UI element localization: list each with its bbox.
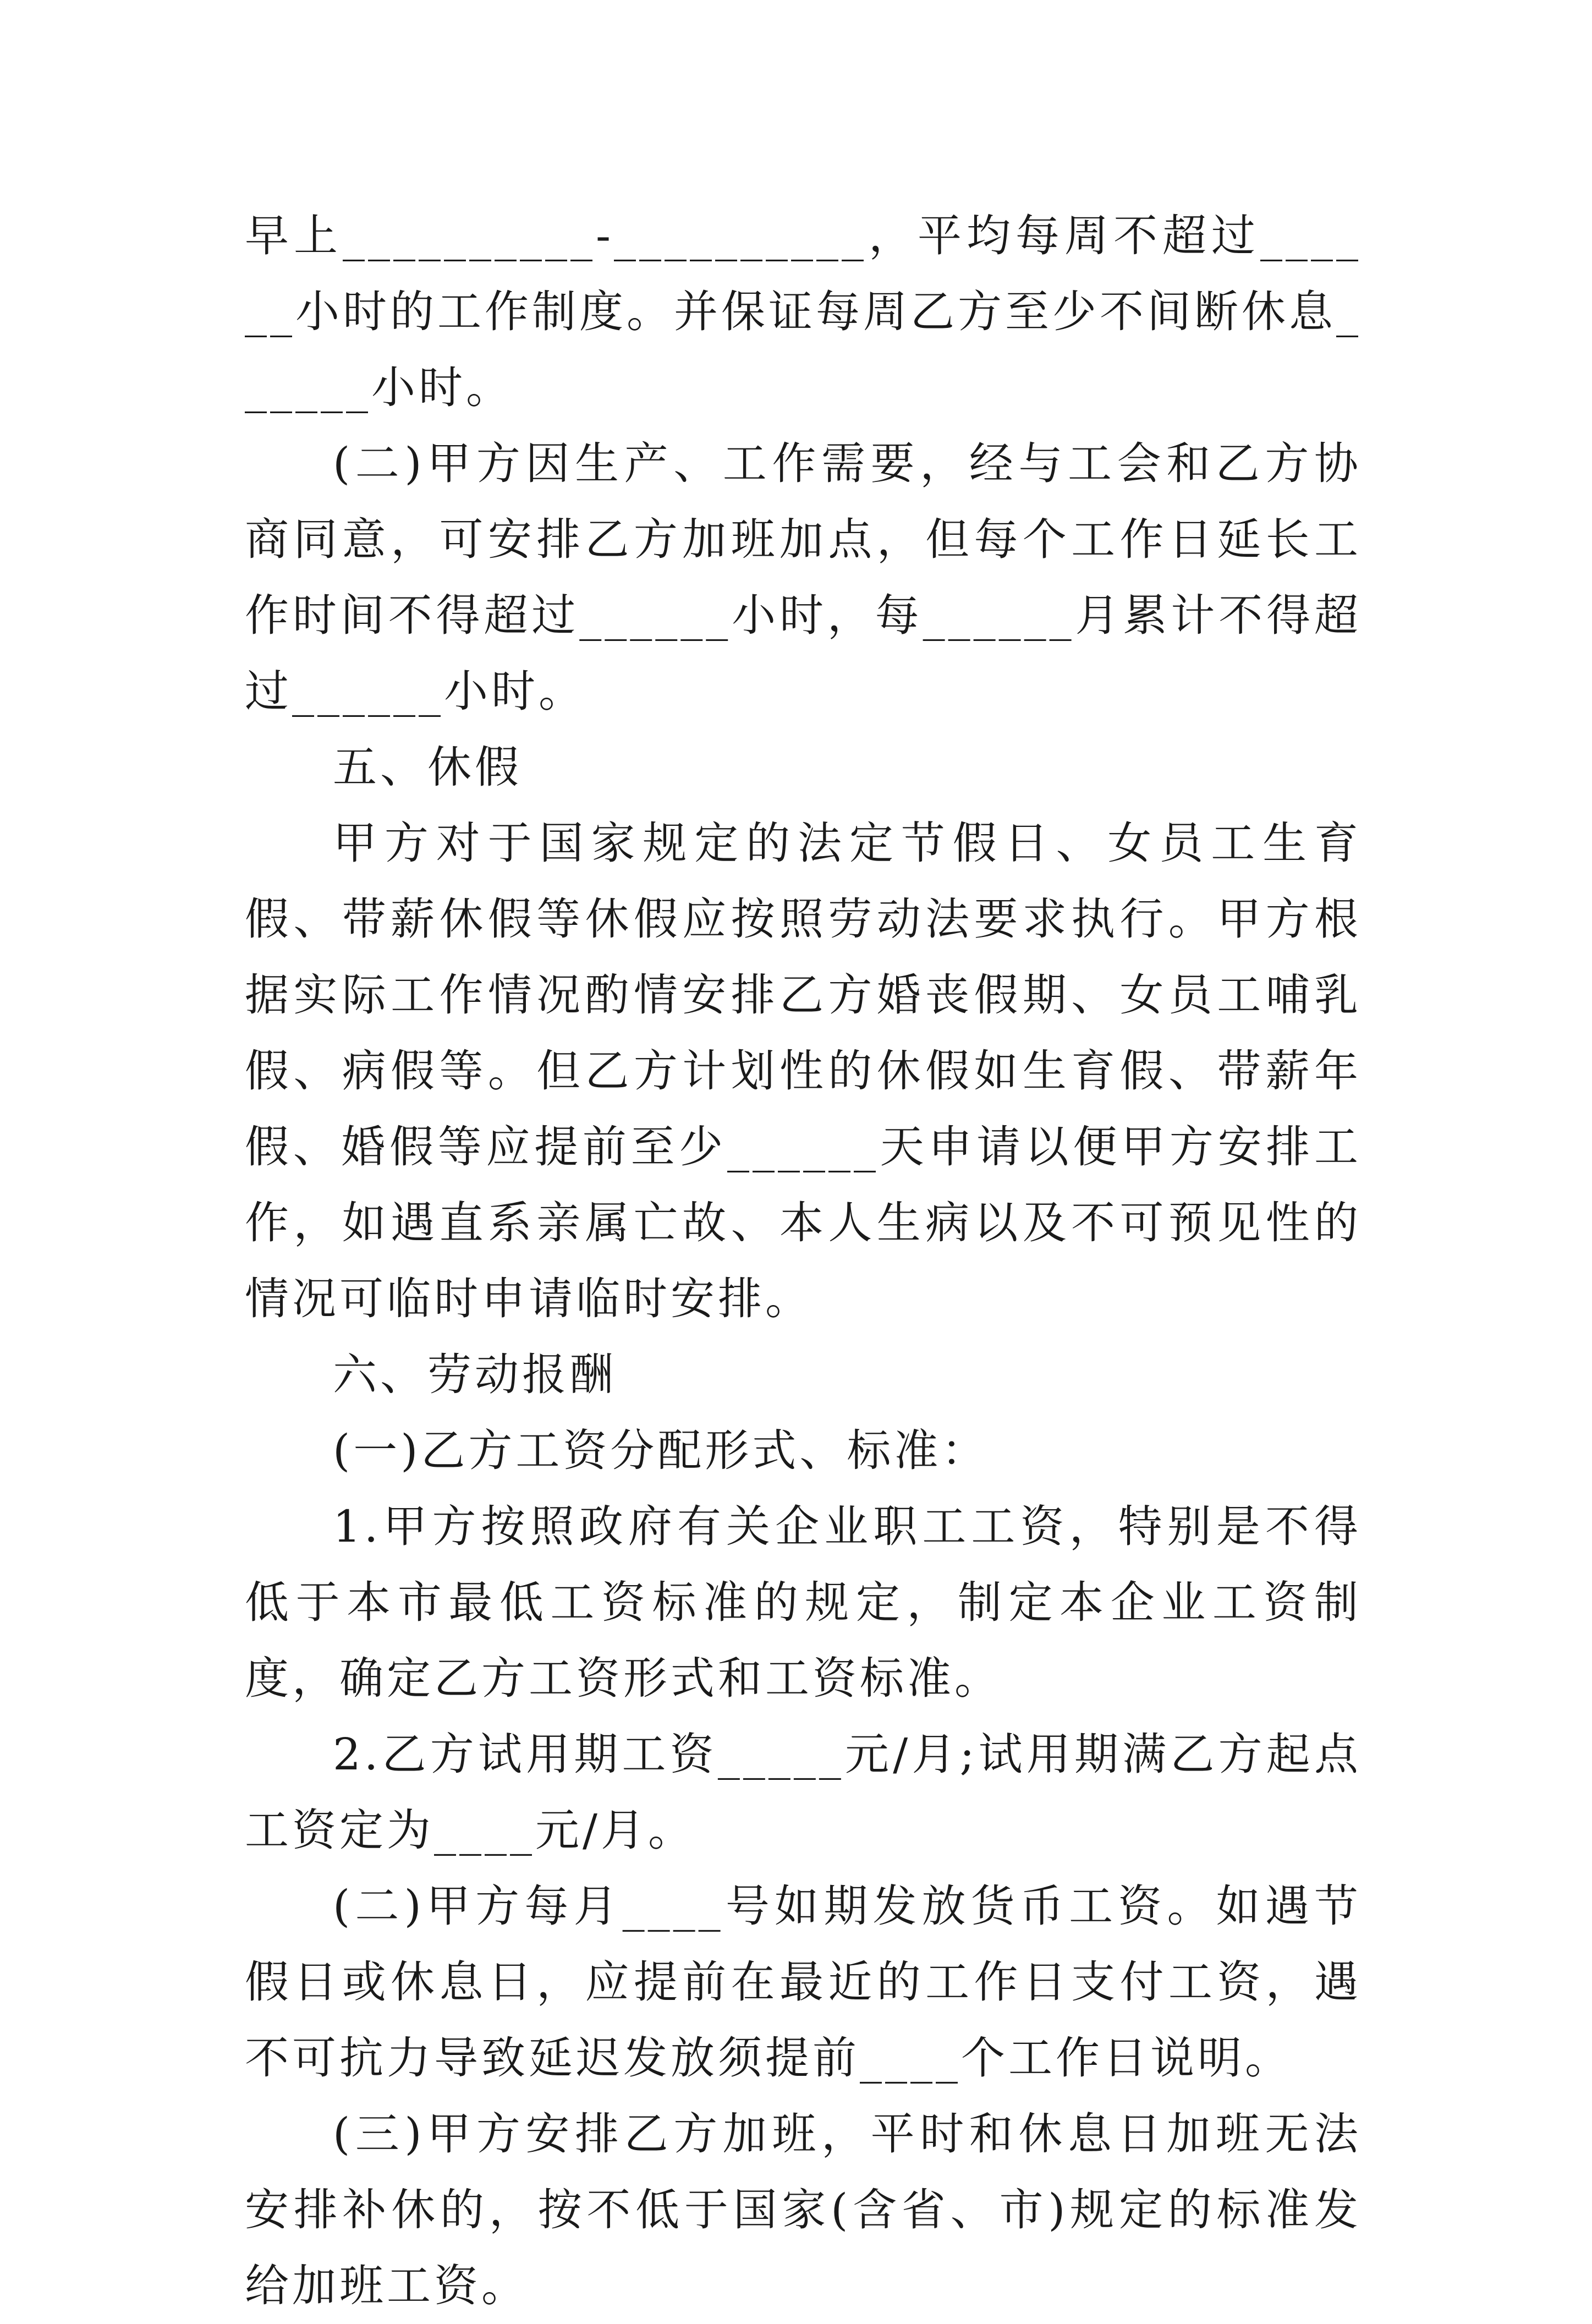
paragraph-overtime: (二)甲方因生产、工作需要，经与工会和乙方协商同意，可安排乙方加班加点，但每个工作日延长工作时间不得超过______小时，每______月累计不得超过______小时。 — [245, 438, 1362, 717]
paragraph-payday: (二)甲方每月____号如期发放货币工资。如遇节假日或休息日，应提前在最近的工作日支付工资，遇不可抗力导致延迟发放须提前____个工作日说明。 — [245, 1881, 1362, 2084]
section-heading-pay: 六、劳动报酬 — [333, 1349, 617, 1400]
paragraph-pay-form: (一)乙方工资分配形式、标准： — [333, 1425, 989, 1476]
paragraph-overtime-pay: (三)甲方安排乙方加班，平时和休息日加班无法安排补休的，按不低于国家(含省、市)规定的标准发给加班工资。 — [245, 2108, 1362, 2311]
paragraph-probation-pay: 2.乙方试用期工资_____元/月;试用期满乙方起点工资定为____元/月。 — [245, 1729, 1362, 1856]
document-body — [245, 198, 1362, 2324]
paragraph-work-hours: 早上__________-__________，平均每周不超过______小时的工作制度。并保证每周乙方至少不间断休息______小时。 — [245, 210, 1362, 413]
paragraph-pay-standard: 1.甲方按照政府有关企业职工工资，特别是不得低于本市最低工资标准的规定，制定本企业工资制度，确定乙方工资形式和工资标准。 — [245, 1501, 1362, 1704]
section-heading-leave: 五、休假 — [333, 742, 522, 793]
paragraph-leave: 甲方对于国家规定的法定节假日、女员工生育假、带薪休假等休假应按照劳动法要求执行。甲方根据实际工作情况酌情安排乙方婚丧假期、女员工哺乳假、病假等。但乙方计划性的休假如生育假、带薪年假、婚假等应提前至少______天申请以便甲方安排工作，如遇直系亲属亡故、本人生病以及不可预见性的情况可临时申请临时安排。 — [245, 818, 1362, 1324]
